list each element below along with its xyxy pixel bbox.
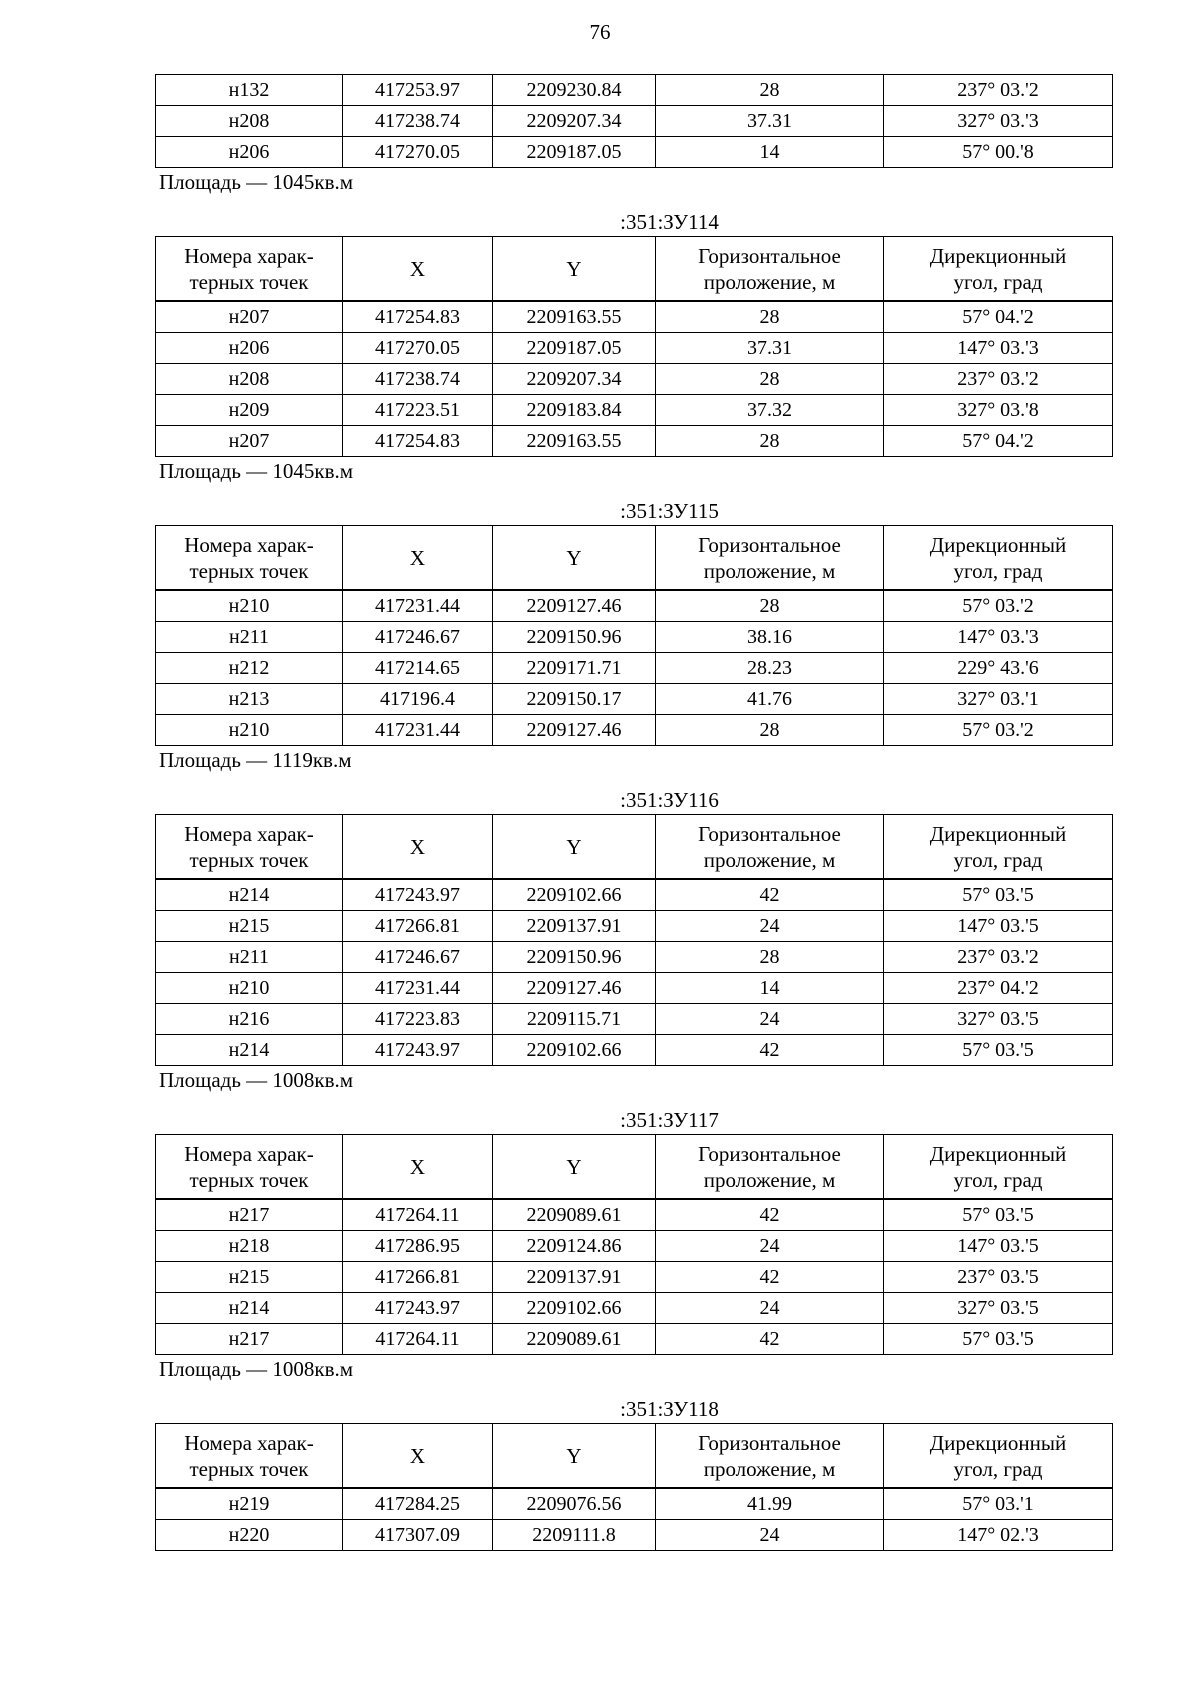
angle-cell: 147° 02.'3 (884, 1520, 1113, 1551)
x-cell: 417238.74 (343, 106, 493, 137)
point-cell: н209 (156, 395, 343, 426)
header-y (493, 1135, 656, 1200)
y-cell: 2209076.56 (493, 1488, 656, 1520)
point-cell: н213 (156, 684, 343, 715)
header-angle (884, 526, 1113, 591)
header-points-line: терных точек (189, 1456, 309, 1481)
y-cell: 2209230.84 (493, 75, 656, 106)
header-y (493, 815, 656, 880)
header-distance-line: проложение, м (703, 558, 836, 583)
point-cell: н215 (156, 1262, 343, 1293)
header-points-line: Номера харак- (184, 532, 314, 557)
header-points-line: Номера харак- (184, 821, 314, 846)
point-cell: н216 (156, 1004, 343, 1035)
distance-cell: 37.31 (656, 333, 884, 364)
header-distance (656, 237, 884, 302)
angle-cell: 237° 03.'5 (884, 1262, 1113, 1293)
angle-cell: 237° 03.'2 (884, 364, 1113, 395)
x-cell: 417264.11 (343, 1324, 493, 1355)
y-cell: 2209127.46 (493, 715, 656, 746)
header-angle-line: Дирекционный (929, 1141, 1067, 1166)
x-cell: 417254.83 (343, 426, 493, 457)
header-points-line: Номера харак- (184, 1430, 314, 1455)
distance-cell: 37.32 (656, 395, 884, 426)
header-row (156, 1135, 1113, 1200)
y-cell: 2209089.61 (493, 1199, 656, 1231)
coordinates-table (155, 525, 1113, 746)
point-cell: н214 (156, 1293, 343, 1324)
table-row (156, 653, 1113, 684)
x-cell: 417307.09 (343, 1520, 493, 1551)
header-distance-line: проложение, м (703, 847, 836, 872)
header-angle (884, 237, 1113, 302)
header-distance-line: Горизонтальное (698, 1141, 841, 1166)
x-cell: 417196.4 (343, 684, 493, 715)
header-angle-line: угол, град (953, 847, 1043, 872)
header-x (343, 237, 493, 302)
x-cell: 417231.44 (343, 973, 493, 1004)
header-angle-line: Дирекционный (929, 821, 1067, 846)
y-cell: 2209127.46 (493, 973, 656, 1004)
table-row (156, 364, 1113, 395)
point-cell: н220 (156, 1520, 343, 1551)
area-label: Площадь — 1008кв.м (159, 1357, 354, 1381)
header-points (156, 237, 343, 302)
distance-cell: 42 (656, 879, 884, 911)
header-x (343, 526, 493, 591)
angle-cell: 57° 03.'5 (884, 1199, 1113, 1231)
table-row (156, 106, 1113, 137)
table-row (156, 684, 1113, 715)
table-row (156, 1035, 1113, 1066)
y-cell: 2209127.46 (493, 590, 656, 622)
header-x-line: X (409, 256, 426, 281)
distance-cell: 42 (656, 1035, 884, 1066)
header-angle (884, 1424, 1113, 1489)
y-cell: 2209102.66 (493, 1035, 656, 1066)
table-row (156, 715, 1113, 746)
angle-cell: 147° 03.'3 (884, 622, 1113, 653)
distance-cell: 42 (656, 1262, 884, 1293)
header-angle (884, 1135, 1113, 1200)
angle-cell: 327° 03.'1 (884, 684, 1113, 715)
y-cell: 2209137.91 (493, 1262, 656, 1293)
distance-cell: 42 (656, 1199, 884, 1231)
distance-cell: 28 (656, 364, 884, 395)
y-cell: 2209187.05 (493, 137, 656, 168)
angle-cell: 57° 03.'2 (884, 715, 1113, 746)
point-cell: н132 (156, 75, 343, 106)
header-distance (656, 1424, 884, 1489)
coordinates-table (155, 1423, 1113, 1551)
point-cell: н208 (156, 364, 343, 395)
header-y (493, 237, 656, 302)
x-cell: 417246.67 (343, 622, 493, 653)
table-row (156, 301, 1113, 333)
distance-cell: 28.23 (656, 653, 884, 684)
table-row (156, 590, 1113, 622)
distance-cell: 24 (656, 1293, 884, 1324)
plot-sections (155, 210, 1112, 1551)
angle-cell: 237° 03.'2 (884, 942, 1113, 973)
point-cell: н211 (156, 942, 343, 973)
x-cell: 417264.11 (343, 1199, 493, 1231)
angle-cell: 57° 03.'5 (884, 879, 1113, 911)
distance-cell: 41.76 (656, 684, 884, 715)
header-angle-line: угол, град (953, 269, 1043, 294)
point-cell: н214 (156, 879, 343, 911)
angle-cell: 57° 03.'2 (884, 590, 1113, 622)
y-cell: 2209150.96 (493, 622, 656, 653)
header-points-line: терных точек (189, 558, 309, 583)
area-label: Площадь — 1045кв.м (159, 170, 354, 194)
point-cell: н210 (156, 973, 343, 1004)
x-cell: 417266.81 (343, 911, 493, 942)
header-angle-line: Дирекционный (929, 1430, 1067, 1455)
header-y (493, 526, 656, 591)
header-angle-line: угол, град (953, 1167, 1043, 1192)
header-points-line: терных точек (189, 847, 309, 872)
point-cell: н212 (156, 653, 343, 684)
distance-cell: 24 (656, 1004, 884, 1035)
coordinates-table (155, 814, 1113, 1066)
header-y-line: Y (566, 1154, 582, 1179)
angle-cell: 57° 04.'2 (884, 426, 1113, 457)
header-points-line: терных точек (189, 269, 309, 294)
header-distance-line: проложение, м (703, 1167, 836, 1192)
angle-cell: 57° 03.'5 (884, 1035, 1113, 1066)
distance-cell: 28 (656, 75, 884, 106)
header-y (493, 1424, 656, 1489)
angle-cell: 57° 03.'5 (884, 1324, 1113, 1355)
y-cell: 2209187.05 (493, 333, 656, 364)
header-distance-line: Горизонтальное (698, 1430, 841, 1455)
header-distance-line: проложение, м (703, 1456, 836, 1481)
area-label: Площадь — 1008кв.м (159, 1068, 354, 1092)
table-row (156, 1520, 1113, 1551)
point-cell: н210 (156, 715, 343, 746)
point-cell: н211 (156, 622, 343, 653)
header-y-line: Y (566, 834, 582, 859)
header-angle-line: Дирекционный (929, 243, 1067, 268)
point-cell: н206 (156, 333, 343, 364)
distance-cell: 28 (656, 301, 884, 333)
distance-cell: 28 (656, 590, 884, 622)
header-x-line: X (409, 1154, 426, 1179)
distance-cell: 37.31 (656, 106, 884, 137)
angle-cell: 237° 03.'2 (884, 75, 1113, 106)
table-row (156, 1004, 1113, 1035)
header-distance (656, 526, 884, 591)
distance-cell: 24 (656, 911, 884, 942)
header-points-line: Номера харак- (184, 243, 314, 268)
point-cell: н207 (156, 426, 343, 457)
distance-cell: 24 (656, 1520, 884, 1551)
header-distance-line: Горизонтальное (698, 532, 841, 557)
angle-cell: 147° 03.'5 (884, 1231, 1113, 1262)
x-cell: 417223.51 (343, 395, 493, 426)
section-title: :351:ЗУ114 (620, 210, 719, 234)
header-x (343, 815, 493, 880)
header-angle-line: угол, град (953, 1456, 1043, 1481)
header-row (156, 526, 1113, 591)
header-points (156, 1424, 343, 1489)
table-row (156, 1199, 1113, 1231)
x-cell: 417286.95 (343, 1231, 493, 1262)
y-cell: 2209150.17 (493, 684, 656, 715)
table-row (156, 395, 1113, 426)
table-row (156, 1262, 1113, 1293)
y-cell: 2209111.8 (493, 1520, 656, 1551)
x-cell: 417246.67 (343, 942, 493, 973)
angle-cell: 57° 04.'2 (884, 301, 1113, 333)
point-cell: н217 (156, 1324, 343, 1355)
point-cell: н208 (156, 106, 343, 137)
distance-cell: 28 (656, 942, 884, 973)
y-cell: 2209102.66 (493, 879, 656, 911)
distance-cell: 14 (656, 973, 884, 1004)
header-points-line: терных точек (189, 1167, 309, 1192)
table-row (156, 911, 1113, 942)
page-number: 76 (589, 20, 611, 44)
y-cell: 2209089.61 (493, 1324, 656, 1355)
header-angle (884, 815, 1113, 880)
x-cell: 417270.05 (343, 333, 493, 364)
area-label: Площадь — 1119кв.м (159, 748, 352, 772)
header-points (156, 815, 343, 880)
table-row (156, 1324, 1113, 1355)
x-cell: 417243.97 (343, 1293, 493, 1324)
header-row (156, 1424, 1113, 1489)
y-cell: 2209102.66 (493, 1293, 656, 1324)
header-distance-line: Горизонтальное (698, 243, 841, 268)
x-cell: 417238.74 (343, 364, 493, 395)
table-row (156, 1231, 1113, 1262)
table-row (156, 622, 1113, 653)
angle-cell: 237° 04.'2 (884, 973, 1113, 1004)
y-cell: 2209183.84 (493, 395, 656, 426)
header-x-line: X (409, 1443, 426, 1468)
section-title: :351:ЗУ115 (620, 499, 719, 523)
header-y-line: Y (566, 1443, 582, 1468)
x-cell: 417253.97 (343, 75, 493, 106)
table-row (156, 75, 1113, 106)
y-cell: 2209163.55 (493, 426, 656, 457)
point-cell: н207 (156, 301, 343, 333)
header-x-line: X (409, 834, 426, 859)
header-distance-line: Горизонтальное (698, 821, 841, 846)
coordinates-table (155, 1134, 1113, 1355)
header-points (156, 1135, 343, 1200)
table-row (156, 973, 1113, 1004)
table-row (156, 879, 1113, 911)
point-cell: н217 (156, 1199, 343, 1231)
angle-cell: 327° 03.'5 (884, 1293, 1113, 1324)
area-label: Площадь — 1045кв.м (159, 459, 354, 483)
angle-cell: 327° 03.'8 (884, 395, 1113, 426)
y-cell: 2209207.34 (493, 106, 656, 137)
header-points-line: Номера харак- (184, 1141, 314, 1166)
angle-cell: 327° 03.'5 (884, 1004, 1113, 1035)
point-cell: н214 (156, 1035, 343, 1066)
angle-cell: 147° 03.'3 (884, 333, 1113, 364)
point-cell: н218 (156, 1231, 343, 1262)
page-content (155, 74, 1112, 1551)
header-angle-line: Дирекционный (929, 532, 1067, 557)
section-title: :351:ЗУ117 (620, 1108, 719, 1132)
section-title: :351:ЗУ118 (620, 1397, 719, 1421)
x-cell: 417223.83 (343, 1004, 493, 1035)
header-row (156, 237, 1113, 302)
table-row (156, 137, 1113, 168)
table-row (156, 426, 1113, 457)
angle-cell: 57° 00.'8 (884, 137, 1113, 168)
x-cell: 417243.97 (343, 1035, 493, 1066)
header-points (156, 526, 343, 591)
header-angle-line: угол, град (953, 558, 1043, 583)
table-row (156, 942, 1113, 973)
point-cell: н210 (156, 590, 343, 622)
header-y-line: Y (566, 545, 582, 570)
table-row (156, 333, 1113, 364)
y-cell: 2209137.91 (493, 911, 656, 942)
y-cell: 2209150.96 (493, 942, 656, 973)
header-x-line: X (409, 545, 426, 570)
x-cell: 417254.83 (343, 301, 493, 333)
distance-cell: 28 (656, 715, 884, 746)
x-cell: 417284.25 (343, 1488, 493, 1520)
point-cell: н215 (156, 911, 343, 942)
table-row (156, 1293, 1113, 1324)
angle-cell: 327° 03.'3 (884, 106, 1113, 137)
x-cell: 417270.05 (343, 137, 493, 168)
header-y-line: Y (566, 256, 582, 281)
angle-cell: 229° 43.'6 (884, 653, 1113, 684)
y-cell: 2209124.86 (493, 1231, 656, 1262)
x-cell: 417231.44 (343, 590, 493, 622)
distance-cell: 24 (656, 1231, 884, 1262)
x-cell: 417231.44 (343, 715, 493, 746)
header-distance-line: проложение, м (703, 269, 836, 294)
distance-cell: 14 (656, 137, 884, 168)
x-cell: 417266.81 (343, 1262, 493, 1293)
table-row (156, 1488, 1113, 1520)
header-distance (656, 1135, 884, 1200)
distance-cell: 28 (656, 426, 884, 457)
y-cell: 2209163.55 (493, 301, 656, 333)
distance-cell: 41.99 (656, 1488, 884, 1520)
y-cell: 2209171.71 (493, 653, 656, 684)
angle-cell: 57° 03.'1 (884, 1488, 1113, 1520)
header-x (343, 1424, 493, 1489)
header-x (343, 1135, 493, 1200)
coordinates-table (155, 236, 1113, 457)
leading-coordinates-table (155, 74, 1113, 168)
distance-cell: 38.16 (656, 622, 884, 653)
x-cell: 417214.65 (343, 653, 493, 684)
point-cell: н206 (156, 137, 343, 168)
section-title: :351:ЗУ116 (620, 788, 719, 812)
y-cell: 2209115.71 (493, 1004, 656, 1035)
point-cell: н219 (156, 1488, 343, 1520)
distance-cell: 42 (656, 1324, 884, 1355)
angle-cell: 147° 03.'5 (884, 911, 1113, 942)
y-cell: 2209207.34 (493, 364, 656, 395)
header-distance (656, 815, 884, 880)
x-cell: 417243.97 (343, 879, 493, 911)
header-row (156, 815, 1113, 880)
